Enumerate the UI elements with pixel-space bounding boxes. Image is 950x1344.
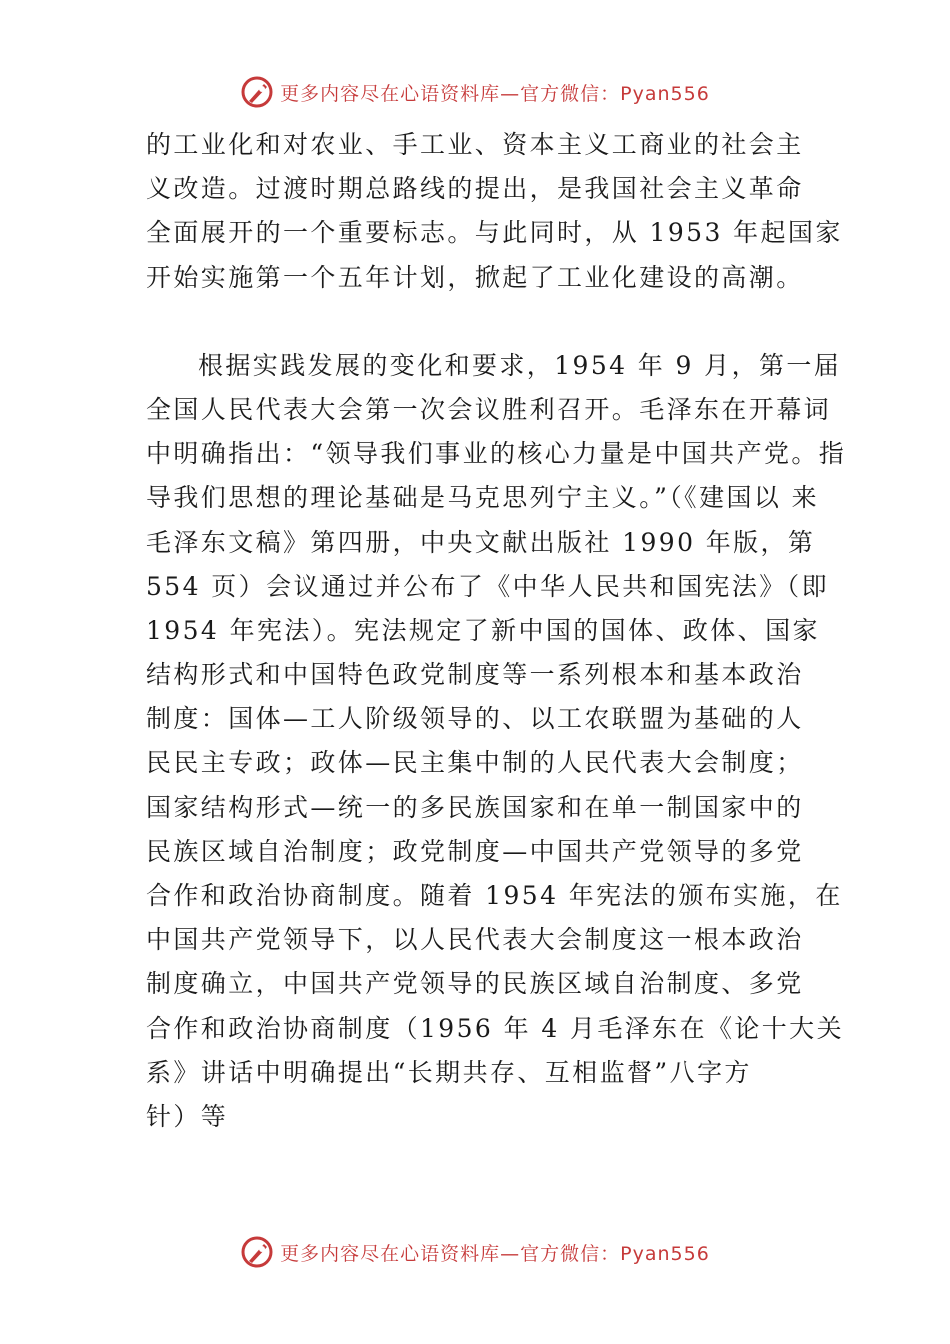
text-line: 系》讲话中明确提出“长期共存、互相监督”八字方 (146, 1057, 752, 1087)
text-line: 制度：国体—工人阶级领导的、以工农联盟为基础的人 (146, 704, 804, 734)
header-banner-text: 更多内容尽在心语资料库—官方微信：Pyan556 (280, 82, 710, 105)
document-body (146, 123, 847, 1139)
text-line: 合作和政治协商制度（1956 年 4 月毛泽东在《论十大关 (146, 1013, 844, 1043)
text-line: 合作和政治协商制度。随着 1954 年宪法的颁布实施，在 (146, 881, 843, 910)
text-line: 国家结构形式—统一的多民族国家和在单一制国家中的 (146, 792, 804, 822)
text-line: 制度确立，中国共产党领导的民族区域自治制度、多党 (146, 969, 804, 999)
text-line: 民民主专政；政体—民主集中制的人民代表大会制度； (146, 748, 804, 778)
paragraph-1 (146, 123, 843, 300)
paragraph-2 (146, 344, 847, 1139)
text-line: 毛泽东文稿》第四册，中央文献出版社 1990 年版，第 (146, 527, 816, 557)
pen-circle-logo-icon (240, 75, 274, 109)
footer-banner-text: 更多内容尽在心语资料库—官方微信：Pyan556 (280, 1242, 710, 1265)
text-line: 全国人民代表大会第一次会议胜利召开。毛泽东在开幕词 (146, 394, 832, 424)
text-line: 根据实践发展的变化和要求，1954 年 9 月，第一届 (198, 350, 842, 380)
footer-banner (0, 1232, 950, 1272)
text-line: 的工业化和对农业、手工业、资本主义工商业的社会主 (146, 130, 804, 159)
pen-circle-logo-icon (240, 1235, 274, 1269)
text-line: 开始实施第一个五年计划，掀起了工业化建设的高潮。 (146, 262, 804, 292)
text-line: 导我们思想的理论基础是马克思列宁主义。”（《建国以 来 (146, 483, 820, 513)
text-line: 1954 年宪法）。宪法规定了新中国的国体、政体、国家 (146, 615, 820, 645)
text-line: 全面展开的一个重要标志。与此同时，从 1953 年起国家 (146, 218, 843, 248)
text-line: 民族区域自治制度；政党制度—中国共产党领导的多党 (146, 836, 804, 866)
text-line: 结构形式和中国特色政党制度等一系列根本和基本政治 (146, 660, 804, 690)
header-banner (0, 72, 950, 112)
text-line: 中国共产党领导下，以人民代表大会制度这一根本政治 (146, 925, 804, 955)
text-line: 义改造。过渡时期总路线的提出，是我国社会主义革命 (146, 174, 804, 204)
text-line: 中明确指出：“领导我们事业的核心力量是中国共产党。指 (146, 439, 847, 469)
text-line: 针）等 (146, 1101, 229, 1131)
text-line: 554 页）会议通过并公布了《中华人民共和国宪法》（即 (146, 571, 829, 601)
paragraph-spacer (146, 300, 826, 344)
